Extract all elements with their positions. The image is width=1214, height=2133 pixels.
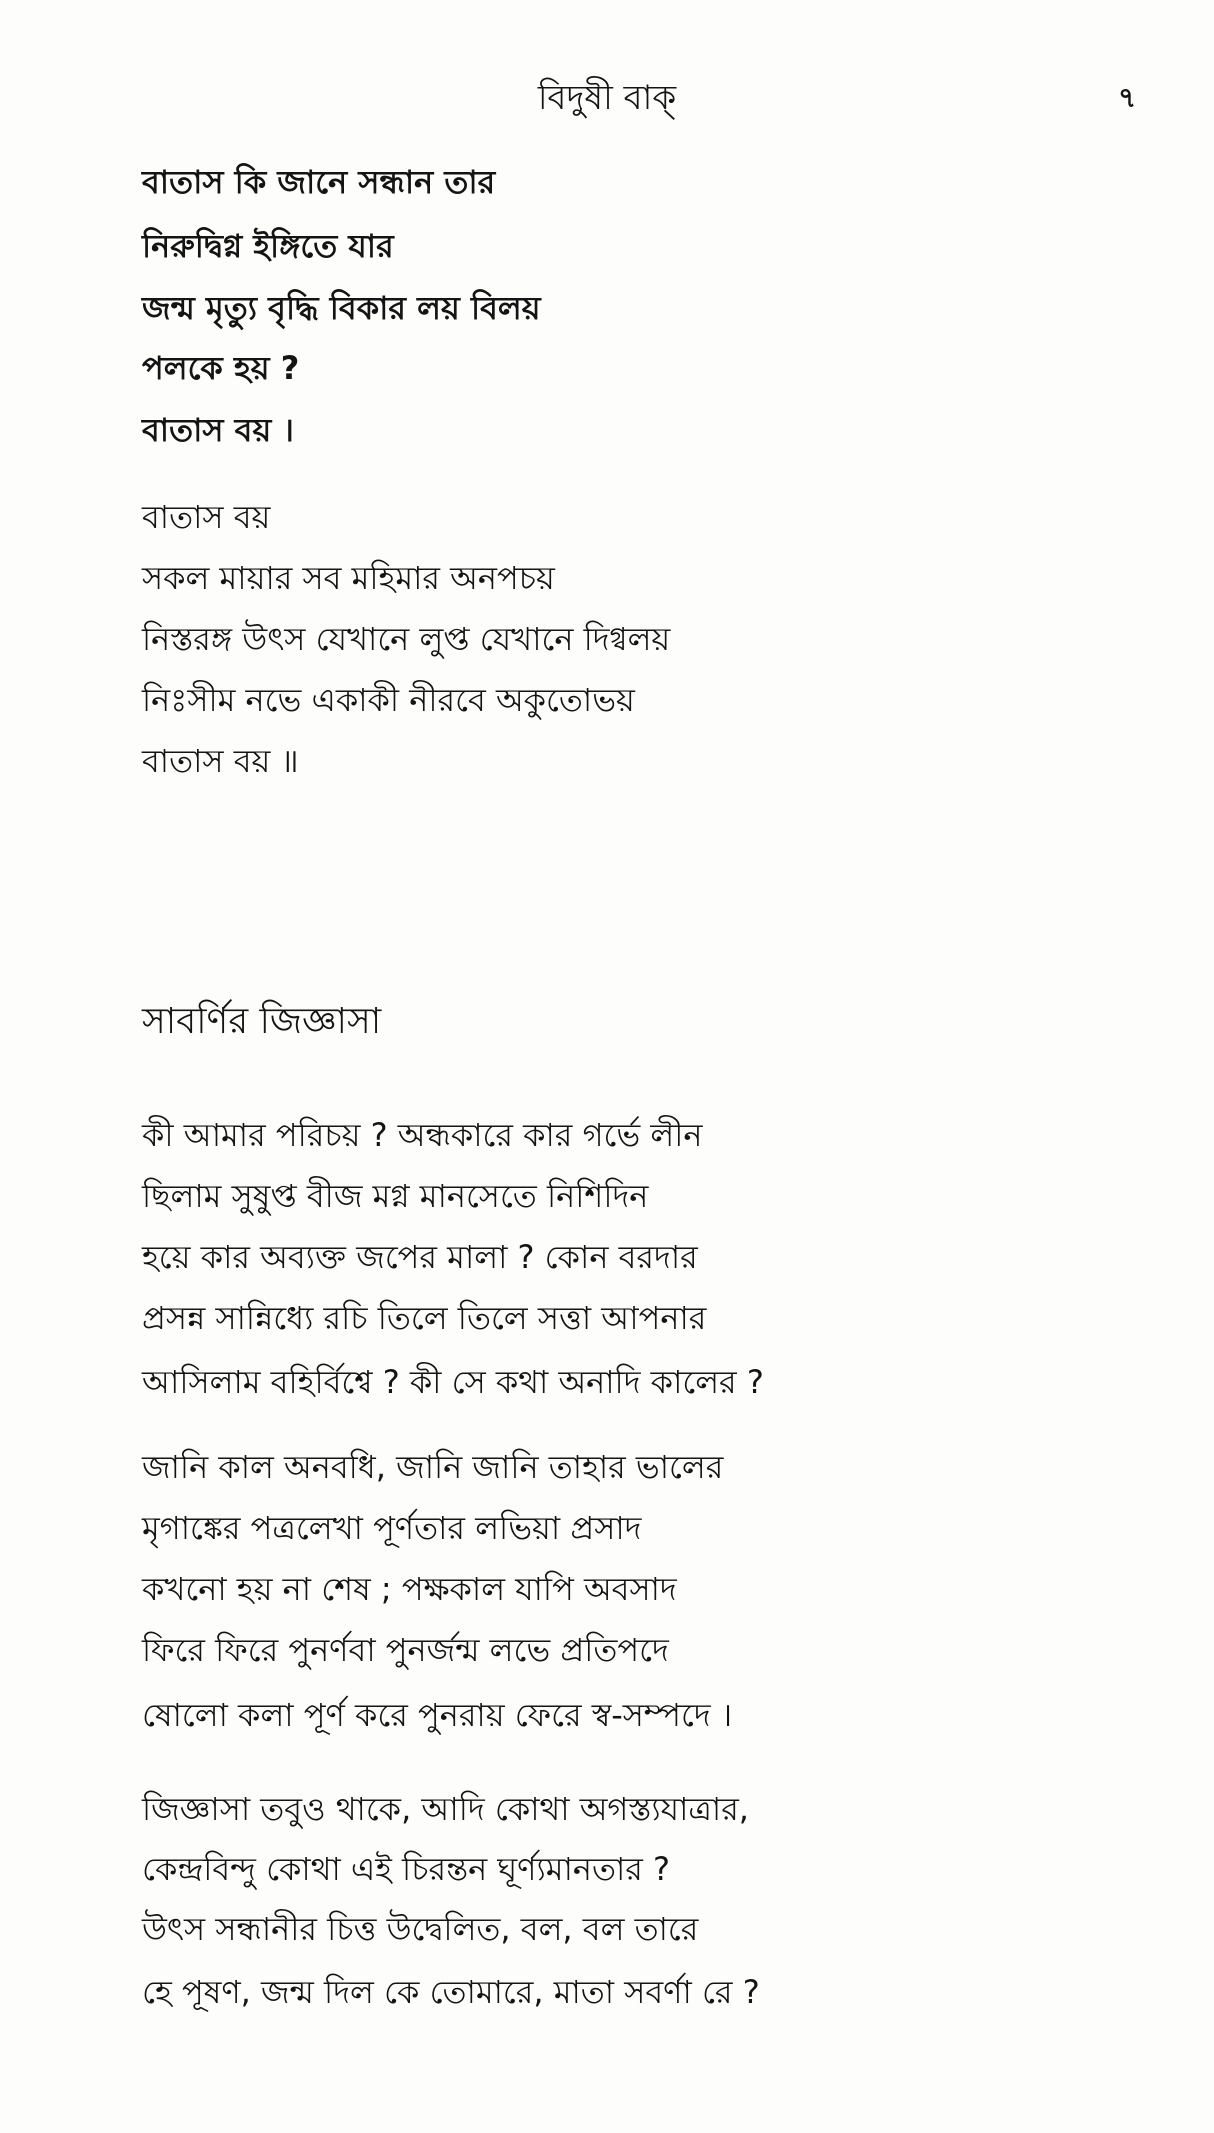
verse-line: কখনো হয় না শেষ ; পক্ষকাল যাপি অবসাদ bbox=[142, 1570, 677, 1608]
verse-line: কী আমার পরিচয় ? অন্ধকারে কার গর্ভে লীন bbox=[142, 1116, 703, 1154]
verse-line: কেন্দ্রবিন্দু কোথা এই চিরন্তন ঘূর্ণ্যমানতার ? bbox=[142, 1850, 670, 1888]
verse-line: ষোলো কলা পূর্ণ করে পুনরায় ফেরে স্ব-সম্পদে । bbox=[142, 1696, 733, 1734]
verse-line: হয়ে কার অব্যক্ত জপের মালা ? কোন বরদার bbox=[142, 1238, 698, 1276]
verse-line: জন্ম মৃত্যু বৃদ্ধি বিকার লয় বিলয় bbox=[142, 289, 541, 327]
verse-line: বাতাস বয় ॥ bbox=[142, 742, 299, 780]
poem-title: সাবর্ণির জিজ্ঞাসা bbox=[142, 1001, 382, 1042]
verse-line: উৎস সন্ধানীর চিত্ত উদ্বেলিত, বল, বল তারে bbox=[142, 1910, 699, 1948]
verse-line: পলকে হয় ? bbox=[142, 349, 300, 387]
verse-line: জানি কাল অনবধি, জানি জানি তাহার ভালের bbox=[142, 1448, 724, 1486]
verse-line: প্রসন্ন সান্নিধ্যে রচি তিলে তিলে সত্তা আপনার bbox=[142, 1299, 707, 1337]
verse-line: বাতাস বয় bbox=[142, 498, 271, 536]
verse-line: মৃগাঙ্কের পত্রলেখা পূর্ণতার লভিয়া প্রসাদ bbox=[142, 1509, 642, 1547]
verse-line: হে পূষণ, জন্ম দিল কে তোমারে, মাতা সবর্ণা রে ? bbox=[142, 1973, 760, 2011]
running-title: বিদুষী বাক্ bbox=[537, 78, 677, 118]
verse-line: আসিলাম বহির্বিশ্বে ? কী সে কথা অনাদি কালের ? bbox=[142, 1363, 764, 1401]
verse-line: নিরুদ্বিগ্ন ইঙ্গিতে যার bbox=[142, 227, 394, 265]
verse-line: নিস্তরঙ্গ উৎস যেখানে লুপ্ত যেখানে দিগ্বলয় bbox=[142, 620, 671, 658]
verse-line: জিজ্ঞাসা তবুও থাকে, আদি কোথা অগস্ত্যযাত্রার, bbox=[142, 1790, 749, 1828]
verse-line: ছিলাম সুষুপ্ত বীজ মগ্ন মানসেতে নিশিদিন bbox=[142, 1177, 649, 1215]
verse-line: নিঃসীম নভে একাকী নীরবে অকুতোভয় bbox=[142, 681, 635, 719]
verse-line: বাতাস কি জানে সন্ধান তার bbox=[142, 163, 496, 201]
verse-line: বাতাস বয় । bbox=[142, 411, 294, 449]
verse-line: সকল মায়ার সব মহিমার অনপচয় bbox=[142, 559, 555, 597]
page-number: ৭ bbox=[1118, 81, 1137, 114]
verse-line: ফিরে ফিরে পুনর্ণবা পুনর্জন্ম লভে প্রতিপদে bbox=[142, 1631, 669, 1669]
